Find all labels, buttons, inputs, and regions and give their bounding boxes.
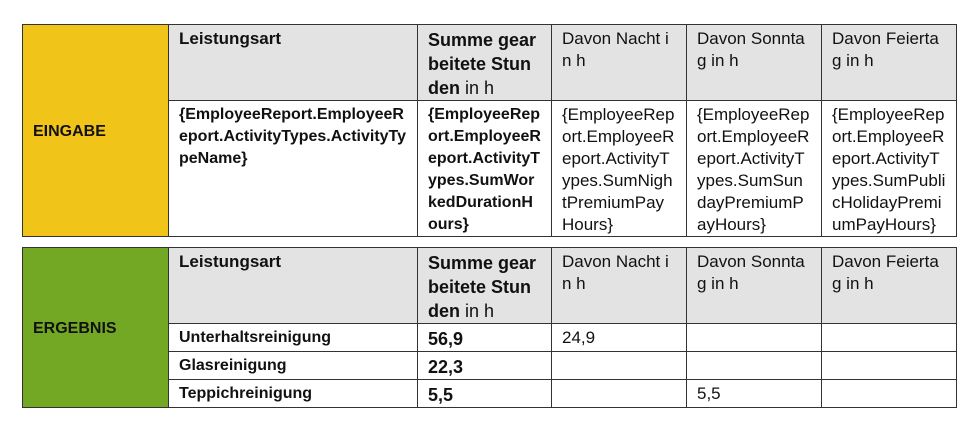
result-table	[22, 247, 957, 408]
header-activity-type: Leistungsart	[169, 248, 418, 324]
row-sunday-hours: 5,5	[687, 380, 822, 408]
row-sum-hours: 5,5	[418, 380, 552, 408]
input-label: EINGABE	[23, 25, 169, 237]
header-activity-type: Leistungsart	[169, 25, 418, 101]
row-sum-hours: 56,9	[418, 324, 552, 352]
header-holiday: Davon Feiertag in h	[822, 248, 957, 324]
row-activity-type: Unterhaltsreinigung	[169, 324, 418, 352]
row-sum-hours: 22,3	[418, 352, 552, 380]
input-night-field: {EmployeeReport.EmployeeReport.ActivityTypes.SumNightPremiumPayHours}	[552, 101, 687, 237]
row-activity-type: Teppichreinigung	[169, 380, 418, 408]
row-night-hours	[552, 380, 687, 408]
row-holiday-hours	[822, 324, 957, 352]
input-type-field: {EmployeeReport.EmployeeReport.ActivityTypes.ActivityTypeName}	[169, 101, 418, 237]
header-night: Davon Nacht in h	[552, 248, 687, 324]
header-sunday: Davon Sonntag in h	[687, 25, 822, 101]
row-sunday-hours	[687, 352, 822, 380]
row-holiday-hours	[822, 380, 957, 408]
input-table	[22, 24, 957, 237]
result-label: ERGEBNIS	[23, 248, 169, 408]
input-holiday-field: {EmployeeReport.EmployeeReport.ActivityTypes.SumPublicHolidayPremiumPayHours}	[822, 101, 957, 237]
row-sunday-hours	[687, 324, 822, 352]
row-holiday-hours	[822, 352, 957, 380]
header-sum-hours: Summe gearbeitete Stunden in h	[418, 248, 552, 324]
input-sum-field: {EmployeeReport.EmployeeReport.ActivityTypes.SumWorkedDurationHours}	[418, 101, 552, 237]
row-night-hours	[552, 352, 687, 380]
header-sum-hours: Summe gearbeitete Stunden in h	[418, 25, 552, 101]
header-holiday: Davon Feiertag in h	[822, 25, 957, 101]
header-sunday: Davon Sonntag in h	[687, 248, 822, 324]
input-sunday-field: {EmployeeReport.EmployeeReport.ActivityTypes.SumSundayPremiumPayHours}	[687, 101, 822, 237]
header-night: Davon Nacht in h	[552, 25, 687, 101]
row-activity-type: Glasreinigung	[169, 352, 418, 380]
row-night-hours: 24,9	[552, 324, 687, 352]
